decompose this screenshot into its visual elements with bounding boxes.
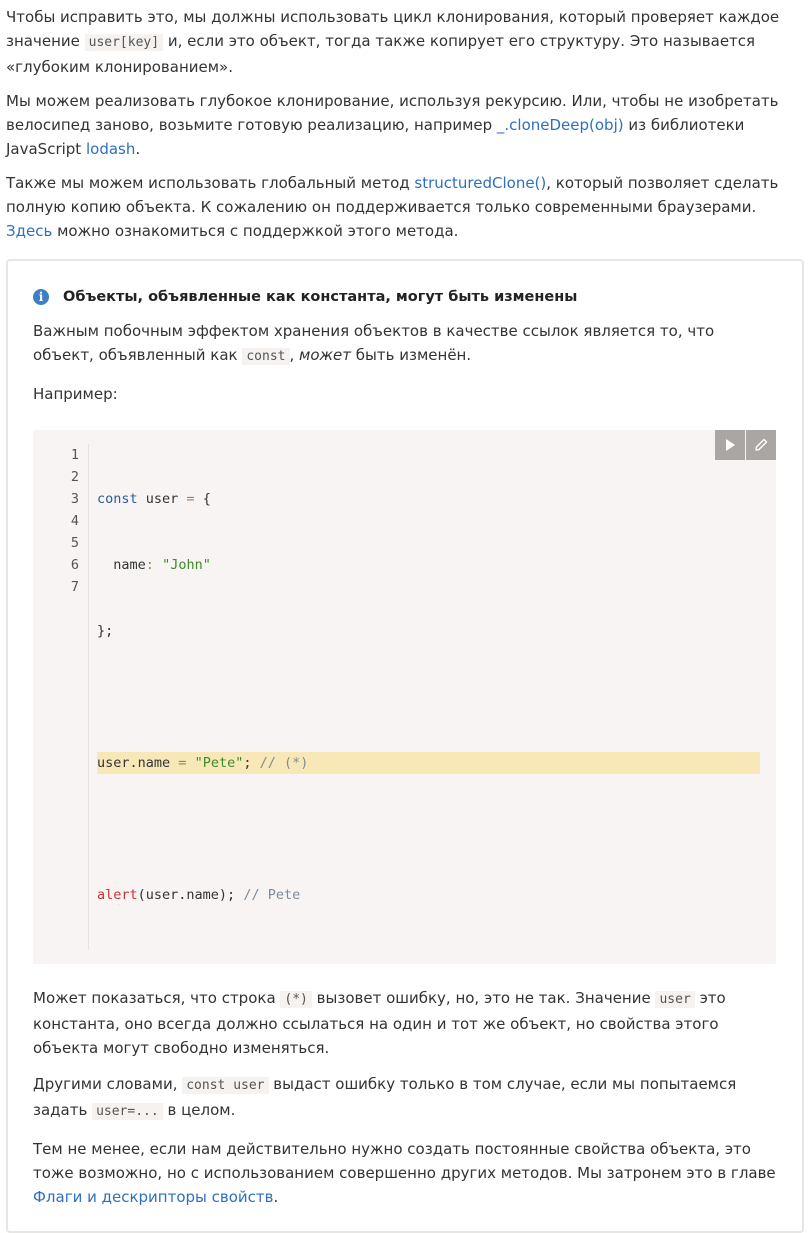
emphasis: может xyxy=(299,346,352,364)
info-icon: i xyxy=(33,289,49,305)
text: Другими словами, xyxy=(33,1075,183,1093)
code-lines xyxy=(89,444,760,950)
inline-code: user[key] xyxy=(85,34,163,51)
token: { xyxy=(194,491,211,507)
code-line xyxy=(97,686,760,708)
token: "Pete" xyxy=(194,755,244,771)
token xyxy=(186,755,194,771)
line-number: 2 xyxy=(70,469,79,485)
note-paragraph-flags xyxy=(33,1137,776,1209)
token: // Pete xyxy=(243,887,301,903)
code-line-highlighted xyxy=(97,752,760,774)
token: (user.name); xyxy=(137,887,244,903)
token: = xyxy=(178,755,187,771)
paragraph-recursion xyxy=(6,89,804,161)
token: : xyxy=(145,557,154,573)
note-paragraph-example: Например: xyxy=(33,385,118,403)
text: быть изменён. xyxy=(351,346,472,364)
play-icon xyxy=(723,438,737,452)
text: Чтобы исправить это, мы должны использовать цикл клонирования, который проверяет каждое значение xyxy=(6,8,780,50)
token: name xyxy=(97,557,146,573)
token: // (*) xyxy=(259,755,309,771)
text: . xyxy=(135,140,141,158)
text: Также мы можем использовать глобальный метод xyxy=(6,174,415,192)
inline-code: const xyxy=(242,348,289,365)
line-number: 1 xyxy=(70,447,79,463)
link-lodash[interactable]: lodash xyxy=(85,140,136,158)
note-title xyxy=(33,285,776,309)
text: Может показаться, что строка xyxy=(33,989,281,1007)
link-flags-descriptors[interactable]: Флаги и дескрипторы свойств xyxy=(33,1188,274,1206)
note-paragraph-side-effect xyxy=(33,319,776,369)
text: Мы можем реализовать глубокое клонирование, используя рекурсию. Или, чтобы не изобретать велосипед заново, возьмите готовую реализацию, например xyxy=(6,92,779,134)
text: вызовет ошибку, но, это не так. Значение xyxy=(311,989,656,1007)
text: , xyxy=(289,346,300,364)
token: ; xyxy=(243,755,260,771)
token: = xyxy=(186,491,195,507)
token xyxy=(154,557,162,573)
inline-code: (*) xyxy=(280,991,311,1008)
text: в целом. xyxy=(162,1101,236,1119)
inline-code: user xyxy=(655,991,694,1008)
token: user.name xyxy=(97,755,179,771)
text: из библиотеки JavaScript xyxy=(6,116,745,158)
text: . xyxy=(273,1188,279,1206)
code-line xyxy=(97,884,760,906)
run-button[interactable] xyxy=(715,430,745,460)
line-number: 5 xyxy=(70,535,79,551)
pencil-icon xyxy=(753,437,769,453)
token: alert xyxy=(97,887,138,903)
line-number: 6 xyxy=(70,557,79,573)
code-line xyxy=(97,554,760,576)
code-line xyxy=(97,818,760,840)
token: user xyxy=(137,491,187,507)
line-number: 7 xyxy=(70,579,79,595)
inline-code: const user xyxy=(182,1077,268,1094)
link-clonedeep[interactable]: _.cloneDeep(obj) xyxy=(496,116,624,134)
inline-code: user=... xyxy=(92,1103,163,1120)
text: Важным побочным эффектом хранения объектов в качестве ссылок является то, что объект, объявленный как xyxy=(33,322,715,364)
code-toolbar xyxy=(714,430,776,460)
line-numbers xyxy=(33,444,89,950)
token: "John" xyxy=(162,557,211,573)
info-note xyxy=(6,259,804,1233)
text: можно ознакомиться с поддержкой этого метода. xyxy=(52,222,459,240)
token: const xyxy=(97,491,138,507)
code-line xyxy=(97,488,760,510)
link-here[interactable]: Здесь xyxy=(6,222,53,240)
paragraph-structuredclone xyxy=(6,171,804,243)
text: и, если это объект, тогда также копирует его структуру. Это называется «глубоким клонированием». xyxy=(6,32,756,76)
text: Тем не менее, если нам действительно нужно создать постоянные свойства объекта, это тоже возможно, но с использованием совершенно других методов. Мы затронем это в главе xyxy=(33,1140,776,1182)
line-number: 4 xyxy=(70,513,79,529)
link-structuredclone[interactable]: structuredClone() xyxy=(414,174,547,192)
code-line xyxy=(97,620,760,642)
token: }; xyxy=(97,623,114,639)
code-block xyxy=(33,430,776,964)
note-paragraph-in-other-words xyxy=(33,1072,776,1124)
note-title-text: Объекты, объявленные как константа, могут быть изменены xyxy=(63,289,578,305)
note-paragraph-constant xyxy=(33,986,776,1060)
text: это константа, оно всегда должно ссылаться на один и тот же объект, но свойства этого объекта могут свободно изменяться. xyxy=(33,989,726,1057)
text: , который позволяет сделать полную копию объекта. К сожалению он поддерживается только современными браузерами. xyxy=(6,174,779,216)
text: выдаст ошибку только в том случае, если мы попытаемся задать xyxy=(33,1075,737,1119)
edit-button[interactable] xyxy=(746,430,776,460)
line-number: 3 xyxy=(70,491,79,507)
paragraph-deep-clone xyxy=(6,5,804,79)
